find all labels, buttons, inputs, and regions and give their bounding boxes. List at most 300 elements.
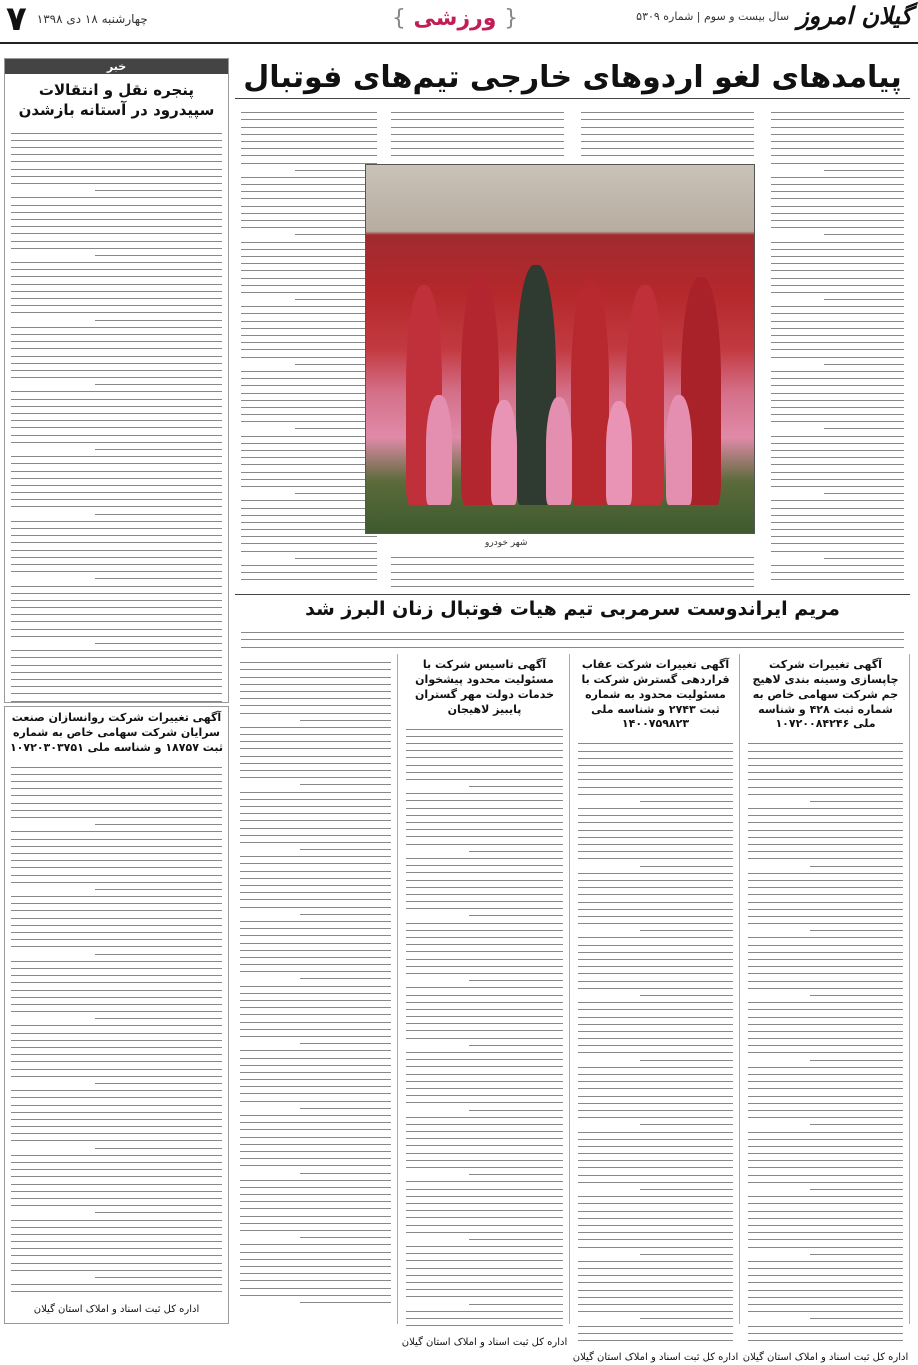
text-line bbox=[406, 1289, 563, 1290]
text-line bbox=[771, 155, 904, 156]
text-line bbox=[11, 521, 222, 522]
text-line bbox=[578, 1175, 733, 1176]
text-line bbox=[241, 393, 377, 394]
text-line bbox=[771, 579, 904, 580]
text-line bbox=[11, 442, 222, 443]
text-line bbox=[241, 464, 377, 465]
notice-footer: اداره کل ثبت اسناد و املاک استان گیلان bbox=[572, 1352, 739, 1364]
text-line bbox=[11, 867, 222, 868]
text-line bbox=[11, 853, 222, 854]
text-line bbox=[406, 1210, 563, 1211]
text-line bbox=[240, 799, 391, 800]
text-line bbox=[11, 767, 222, 768]
text-line bbox=[578, 973, 733, 974]
text-line bbox=[11, 1140, 222, 1141]
text-line bbox=[771, 119, 904, 120]
text-line bbox=[406, 937, 563, 938]
text-line bbox=[771, 177, 904, 178]
text-line bbox=[11, 795, 222, 796]
text-line bbox=[578, 844, 733, 845]
text-line bbox=[748, 1261, 903, 1262]
masthead-brand bbox=[636, 1, 912, 30]
text-line bbox=[11, 248, 222, 249]
text-line bbox=[771, 242, 904, 243]
text-line bbox=[640, 1189, 733, 1190]
text-line bbox=[469, 1110, 563, 1111]
text-line bbox=[748, 1045, 903, 1046]
text-line bbox=[578, 1110, 733, 1111]
text-line bbox=[11, 1061, 222, 1062]
text-line bbox=[11, 499, 222, 500]
text-line bbox=[748, 1311, 903, 1312]
text-line bbox=[748, 1282, 903, 1283]
news-label: خبر bbox=[5, 59, 228, 74]
text-line bbox=[11, 1198, 222, 1199]
text-line bbox=[578, 758, 733, 759]
text-line bbox=[578, 1290, 733, 1291]
text-line bbox=[11, 817, 222, 818]
text-line bbox=[11, 810, 222, 811]
notice-footer: اداره کل ثبت اسناد و املاک استان گیلان bbox=[742, 1352, 909, 1364]
text-line bbox=[771, 313, 904, 314]
text-line bbox=[748, 1196, 903, 1197]
text-line bbox=[241, 321, 377, 322]
text-line bbox=[240, 878, 391, 879]
text-line bbox=[11, 1248, 222, 1249]
text-line bbox=[11, 133, 222, 134]
text-line bbox=[748, 909, 903, 910]
text-line bbox=[11, 875, 222, 876]
text-line bbox=[241, 285, 377, 286]
text-line bbox=[240, 770, 391, 771]
text-line bbox=[406, 858, 563, 859]
text-line bbox=[824, 299, 904, 300]
text-line bbox=[240, 1194, 391, 1195]
text-line bbox=[578, 743, 733, 744]
text-line bbox=[748, 1232, 903, 1233]
text-line bbox=[240, 1115, 391, 1116]
text-line bbox=[11, 1270, 222, 1271]
text-line bbox=[11, 377, 222, 378]
text-line bbox=[11, 564, 222, 565]
text-line bbox=[11, 341, 222, 342]
text-line bbox=[771, 134, 904, 135]
text-line bbox=[300, 1237, 391, 1238]
text-line bbox=[771, 163, 904, 164]
text-line bbox=[241, 572, 377, 573]
text-line bbox=[581, 119, 754, 120]
text-line bbox=[771, 529, 904, 530]
text-line bbox=[241, 436, 377, 437]
text-line bbox=[748, 772, 903, 773]
text-line bbox=[406, 1282, 563, 1283]
text-line bbox=[748, 844, 903, 845]
text-line bbox=[391, 586, 754, 587]
masthead-date bbox=[6, 0, 148, 39]
text-line bbox=[578, 1268, 733, 1269]
text-line bbox=[406, 836, 563, 837]
text-line bbox=[391, 127, 564, 128]
text-line bbox=[771, 112, 904, 113]
news-title: پنجره نقل و انتقالات سپیدرود در آستانه بازشدن bbox=[18, 81, 215, 120]
text-line bbox=[771, 436, 904, 437]
text-line bbox=[391, 564, 754, 565]
text-line bbox=[748, 981, 903, 982]
text-line bbox=[578, 1326, 733, 1327]
text-line bbox=[578, 1074, 733, 1075]
text-line bbox=[771, 306, 904, 307]
text-line bbox=[406, 750, 563, 751]
text-line bbox=[11, 1112, 222, 1113]
text-line bbox=[240, 993, 391, 994]
text-line bbox=[95, 514, 222, 515]
text-line bbox=[810, 1318, 903, 1319]
news-body bbox=[5, 125, 228, 710]
text-line bbox=[11, 391, 222, 392]
text-line bbox=[11, 1090, 222, 1091]
text-line bbox=[11, 882, 222, 883]
text-line bbox=[748, 822, 903, 823]
section-rule bbox=[235, 594, 910, 595]
text-line bbox=[581, 112, 754, 113]
text-line bbox=[95, 1212, 222, 1213]
text-line bbox=[578, 1132, 733, 1133]
text-line bbox=[240, 1187, 391, 1188]
text-line bbox=[578, 1153, 733, 1154]
text-line bbox=[578, 1160, 733, 1161]
text-line bbox=[771, 450, 904, 451]
text-line bbox=[95, 449, 222, 450]
text-line bbox=[95, 824, 222, 825]
text-line bbox=[771, 543, 904, 544]
notice-title: آگهی تغییرات شرکت روانسازان صنعت سرایان شرکت سهامی خاص به شماره ثبت ۱۸۷۵۷ و شناسه ملی ۱۰۷۲۰۳۰۳۷۵۱ bbox=[9, 711, 224, 754]
text-line bbox=[748, 1009, 903, 1010]
text-line bbox=[578, 1167, 733, 1168]
text-line bbox=[11, 1284, 222, 1285]
text-line bbox=[240, 677, 391, 678]
text-line bbox=[11, 219, 222, 220]
text-line bbox=[11, 356, 222, 357]
text-line bbox=[578, 1002, 733, 1003]
text-line bbox=[748, 1290, 903, 1291]
text-line bbox=[240, 899, 391, 900]
text-line bbox=[771, 270, 904, 271]
text-line bbox=[300, 849, 391, 850]
text-line bbox=[771, 522, 904, 523]
text-line bbox=[11, 990, 222, 991]
text-line bbox=[241, 263, 377, 264]
text-line bbox=[748, 858, 903, 859]
text-line bbox=[578, 1218, 733, 1219]
text-line bbox=[771, 457, 904, 458]
text-line bbox=[11, 679, 222, 680]
text-line bbox=[748, 1225, 903, 1226]
text-line bbox=[578, 837, 733, 838]
text-line bbox=[406, 1016, 563, 1017]
text-line bbox=[748, 952, 903, 953]
text-line bbox=[240, 777, 391, 778]
text-line bbox=[771, 421, 904, 422]
text-line bbox=[748, 1132, 903, 1133]
text-line bbox=[748, 787, 903, 788]
text-line bbox=[771, 321, 904, 322]
text-line bbox=[578, 1275, 733, 1276]
text-line bbox=[469, 1174, 563, 1175]
text-line bbox=[748, 1211, 903, 1212]
text-line bbox=[11, 910, 222, 911]
text-line bbox=[578, 1203, 733, 1204]
text-line bbox=[241, 227, 377, 228]
text-line bbox=[11, 312, 222, 313]
text-line bbox=[824, 428, 904, 429]
text-line bbox=[300, 720, 391, 721]
text-line bbox=[578, 1088, 733, 1089]
text-line bbox=[11, 176, 222, 177]
text-line bbox=[11, 607, 222, 608]
text-line bbox=[241, 443, 377, 444]
text-line bbox=[11, 1004, 222, 1005]
main-article-title: پیامدهای لغو اردوهای خارجی تیم‌های فوتبال bbox=[243, 60, 902, 95]
text-line bbox=[240, 1244, 391, 1245]
text-line bbox=[824, 558, 904, 559]
text-line bbox=[11, 961, 222, 962]
text-line bbox=[95, 384, 222, 385]
text-line bbox=[748, 1218, 903, 1219]
text-line bbox=[11, 1069, 222, 1070]
text-line bbox=[406, 872, 563, 873]
text-line bbox=[771, 486, 904, 487]
text-line bbox=[748, 1160, 903, 1161]
text-line bbox=[241, 647, 904, 648]
notice-column-1 bbox=[742, 654, 910, 1364]
text-line bbox=[406, 880, 563, 881]
text-line bbox=[578, 880, 733, 881]
text-line bbox=[406, 1002, 563, 1003]
text-line bbox=[391, 134, 564, 135]
text-line bbox=[771, 472, 904, 473]
text-line bbox=[578, 1045, 733, 1046]
text-line bbox=[300, 1173, 391, 1174]
text-line bbox=[578, 815, 733, 816]
text-line bbox=[771, 292, 904, 293]
text-line bbox=[578, 1261, 733, 1262]
text-line bbox=[11, 262, 222, 263]
article-column-1 bbox=[765, 104, 910, 594]
text-line bbox=[771, 508, 904, 509]
text-line bbox=[240, 1093, 391, 1094]
text-line bbox=[11, 1076, 222, 1077]
text-line bbox=[240, 892, 391, 893]
text-line bbox=[771, 572, 904, 573]
text-line bbox=[771, 256, 904, 257]
newspaper-logo: گیلان امروز bbox=[797, 1, 912, 30]
text-line bbox=[578, 1211, 733, 1212]
text-line bbox=[406, 1131, 563, 1132]
text-line bbox=[406, 1102, 563, 1103]
text-line bbox=[578, 1139, 733, 1140]
text-line bbox=[578, 909, 733, 910]
text-line bbox=[241, 486, 377, 487]
text-line bbox=[240, 885, 391, 886]
text-line bbox=[240, 971, 391, 972]
text-line bbox=[578, 1117, 733, 1118]
text-line bbox=[95, 1018, 222, 1019]
text-line bbox=[241, 349, 377, 350]
text-line bbox=[748, 808, 903, 809]
text-line bbox=[406, 1196, 563, 1197]
text-line bbox=[406, 951, 563, 952]
text-line bbox=[748, 1146, 903, 1147]
text-line bbox=[406, 815, 563, 816]
text-line bbox=[748, 1340, 903, 1341]
text-line bbox=[748, 815, 903, 816]
text-line bbox=[240, 835, 391, 836]
text-line bbox=[241, 306, 377, 307]
text-line bbox=[95, 643, 222, 644]
text-line bbox=[578, 822, 733, 823]
notice-title: آگهی تاسیس شرکت با مسئولیت محدود پیشخوان خدمات دولت مهر گستران پایبیز لاهیجان bbox=[414, 658, 555, 716]
text-line bbox=[748, 880, 903, 881]
text-line bbox=[391, 112, 564, 113]
text-line bbox=[11, 298, 222, 299]
text-line bbox=[11, 542, 222, 543]
text-line bbox=[11, 701, 222, 702]
notice-footer: اداره کل ثبت اسناد و املاک استان گیلان bbox=[401, 1337, 568, 1349]
text-line bbox=[240, 1273, 391, 1274]
text-line bbox=[240, 1050, 391, 1051]
text-line bbox=[241, 242, 377, 243]
text-line bbox=[11, 535, 222, 536]
text-line bbox=[11, 1220, 222, 1221]
text-line bbox=[11, 197, 222, 198]
text-line bbox=[748, 837, 903, 838]
text-line bbox=[241, 508, 377, 509]
text-line bbox=[11, 1047, 222, 1048]
text-line bbox=[241, 112, 377, 113]
text-line bbox=[11, 903, 222, 904]
text-line bbox=[11, 968, 222, 969]
text-line bbox=[748, 758, 903, 759]
text-line bbox=[578, 751, 733, 752]
text-line bbox=[240, 1158, 391, 1159]
text-line bbox=[578, 945, 733, 946]
text-line bbox=[748, 1096, 903, 1097]
text-line bbox=[406, 1138, 563, 1139]
text-line bbox=[391, 579, 754, 580]
text-line bbox=[11, 1263, 222, 1264]
text-line bbox=[748, 1074, 903, 1075]
text-line bbox=[748, 1333, 903, 1334]
text-line bbox=[241, 357, 377, 358]
text-line bbox=[11, 478, 222, 479]
text-line bbox=[240, 1058, 391, 1059]
text-line bbox=[748, 765, 903, 766]
text-line bbox=[11, 406, 222, 407]
text-line bbox=[240, 748, 391, 749]
text-line bbox=[469, 980, 563, 981]
text-line bbox=[469, 1304, 563, 1305]
text-line bbox=[240, 1101, 391, 1102]
article-column-2-top bbox=[575, 104, 760, 162]
text-line bbox=[771, 184, 904, 185]
text-line bbox=[748, 1304, 903, 1305]
text-line bbox=[771, 349, 904, 350]
text-line bbox=[771, 335, 904, 336]
text-line bbox=[241, 177, 377, 178]
text-line bbox=[240, 957, 391, 958]
text-line bbox=[748, 751, 903, 752]
text-line bbox=[771, 249, 904, 250]
text-line bbox=[406, 1325, 563, 1326]
text-line bbox=[810, 801, 903, 802]
text-line bbox=[406, 1023, 563, 1024]
text-line bbox=[241, 127, 377, 128]
text-line bbox=[240, 1201, 391, 1202]
text-line bbox=[771, 393, 904, 394]
text-line bbox=[11, 774, 222, 775]
text-line bbox=[95, 320, 222, 321]
text-line bbox=[824, 364, 904, 365]
text-line bbox=[11, 614, 222, 615]
text-line bbox=[240, 1065, 391, 1066]
text-line bbox=[748, 779, 903, 780]
text-line bbox=[11, 1255, 222, 1256]
text-line bbox=[771, 515, 904, 516]
text-line bbox=[11, 896, 222, 897]
text-line bbox=[241, 134, 377, 135]
text-line bbox=[578, 916, 733, 917]
text-line bbox=[578, 1067, 733, 1068]
text-line bbox=[581, 134, 754, 135]
text-line bbox=[240, 1230, 391, 1231]
text-line bbox=[241, 342, 377, 343]
text-line bbox=[406, 772, 563, 773]
issue-date: چهارشنبه ۱۸ دی ۱۳۹۸ bbox=[36, 12, 148, 26]
text-line bbox=[748, 894, 903, 895]
text-line bbox=[748, 1067, 903, 1068]
text-line bbox=[406, 1153, 563, 1154]
text-line bbox=[810, 866, 903, 867]
text-line bbox=[771, 342, 904, 343]
text-line bbox=[11, 1205, 222, 1206]
text-line bbox=[11, 427, 222, 428]
text-line bbox=[578, 1311, 733, 1312]
text-line bbox=[11, 1025, 222, 1026]
notice-column-3 bbox=[400, 654, 570, 1349]
text-line bbox=[241, 529, 377, 530]
text-line bbox=[240, 727, 391, 728]
text-line bbox=[406, 800, 563, 801]
text-line bbox=[241, 457, 377, 458]
text-line bbox=[11, 1155, 222, 1156]
text-line bbox=[748, 1275, 903, 1276]
text-line bbox=[748, 1268, 903, 1269]
notice-column-4 bbox=[234, 654, 398, 1324]
text-line bbox=[406, 1095, 563, 1096]
text-line bbox=[95, 190, 222, 191]
text-line bbox=[771, 551, 904, 552]
text-line bbox=[578, 1282, 733, 1283]
text-line bbox=[11, 600, 222, 601]
text-line bbox=[241, 213, 377, 214]
text-line bbox=[771, 400, 904, 401]
text-line bbox=[240, 669, 391, 670]
text-line bbox=[578, 779, 733, 780]
text-line bbox=[11, 456, 222, 457]
text-line bbox=[241, 543, 377, 544]
text-line bbox=[240, 921, 391, 922]
text-line bbox=[240, 1266, 391, 1267]
